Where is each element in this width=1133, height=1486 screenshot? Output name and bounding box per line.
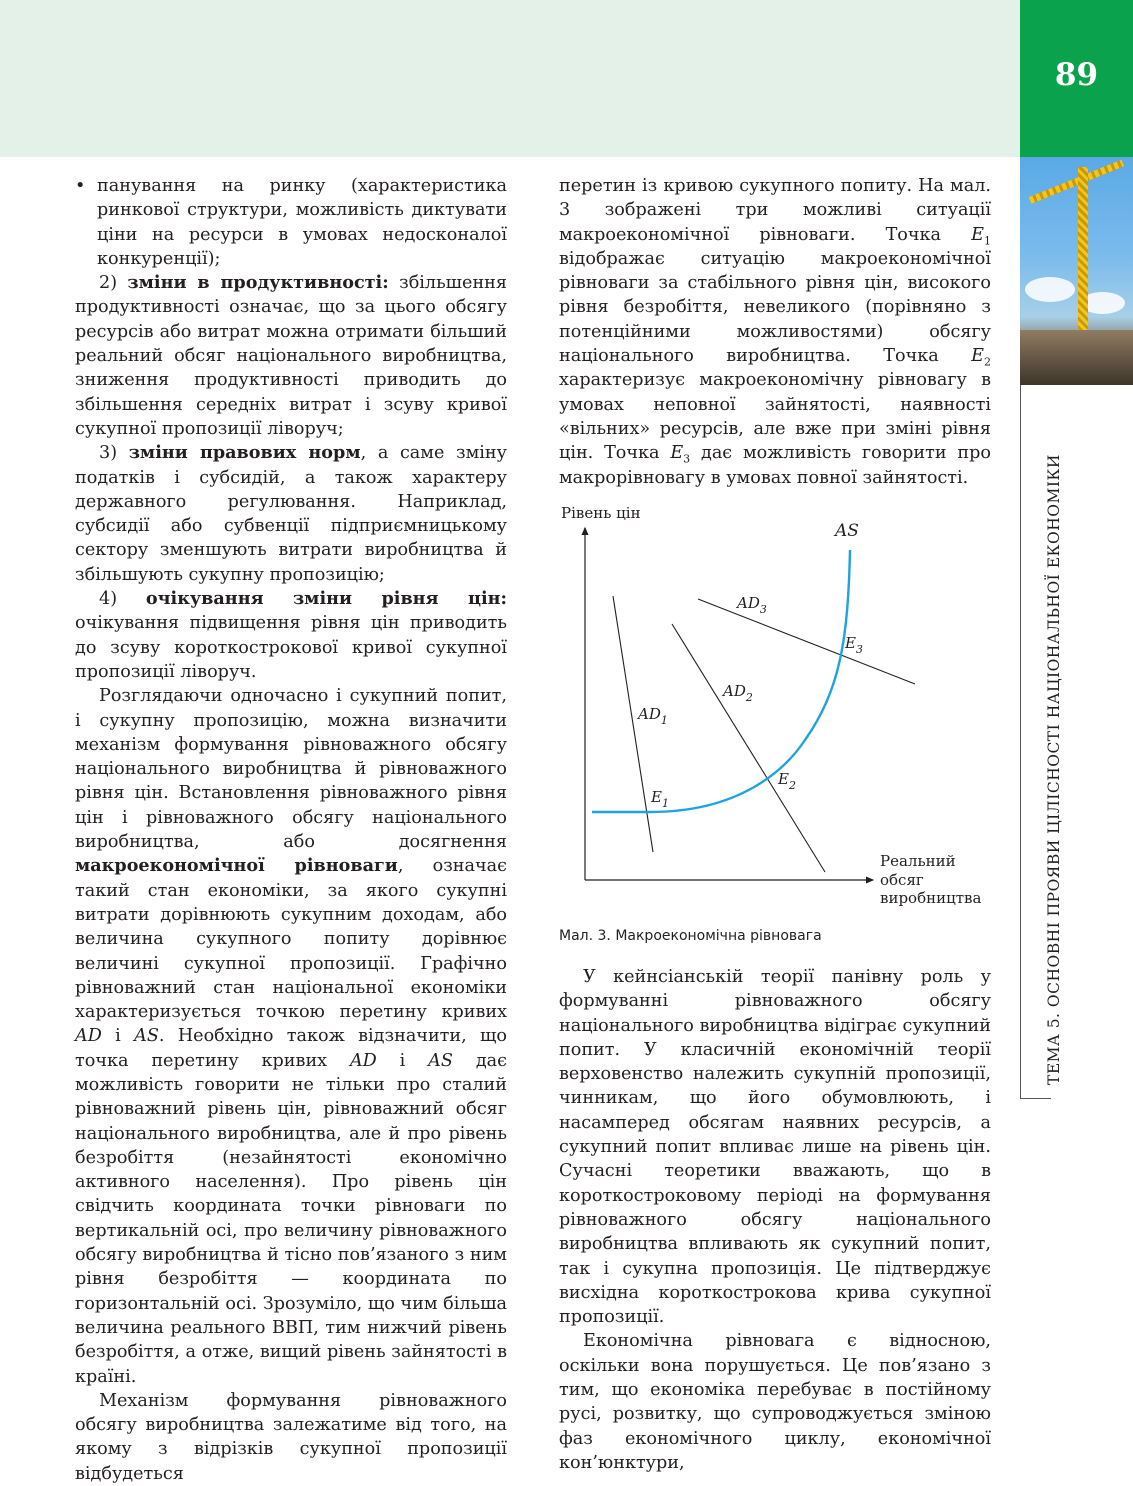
equilibrium-figure — [555, 500, 1005, 920]
construction-crane-photo — [1020, 157, 1133, 385]
page-number-tab — [1020, 0, 1133, 157]
paragraph-price-expectations: 4) очікування зміни рівня цін: очікування підвищення рівня цін приводить до зсуву короткострокової кривої сукупної пропозиції ліворуч. — [75, 588, 507, 682]
left-column — [75, 174, 507, 1486]
ad2-label: $AD_2$ — [723, 682, 753, 704]
chapter-side-title: ТЕМА 5. ОСНОВНІ ПРОЯВИ ЦІЛІСНОСТІ НАЦІОНАЛЬНОЇ ЕКОНОМІКИ — [1045, 454, 1063, 1085]
paragraph-relative-equilibrium: Економічна рівновага є відносною, оскільки вона порушується. Це пов’язано з тим, що економіка перебуває в постійному русі, розвитку, що супроводжується зміною фаз економічного циклу, економічної кон’юнктури, — [559, 1331, 991, 1473]
x-axis-label-line1: Реальний — [880, 852, 956, 870]
right-column-bottom — [559, 965, 991, 1475]
ad2-line — [672, 624, 825, 872]
ad1-line — [613, 596, 653, 852]
bullet-market-dominance: • панування на ринку (характеристика ринкової структури, можливість диктувати ціни на ресурси в умовах недосконалої конкуренції); — [75, 174, 507, 271]
as-curve — [592, 550, 850, 812]
paragraph-three-situations: перетин із кривою сукупного попиту. На мал. 3 зображені три можливі ситуації макроекономічної рівноваги. Точка $E_1$ відображає ситуацію макроекономічної рівноваги за стабільного рівня цін, високого рівня безробіття, невеликого (порівняно з потенційними можливостями) обсягу національного виробництва. Точка $E_2$ характеризує макроекономічну рівновагу в умовах неповної зайнятості, наявності «вільних» ресурсів, але вже при зміні рівня цін. Точка $E_3$ дає можливість говорити про макрорівновагу в умовах повної зайнятості. — [559, 176, 991, 488]
equilibrium-diagram — [555, 500, 1005, 920]
e3-label: $E_3$ — [845, 634, 863, 656]
header-band — [0, 0, 1020, 157]
y-axis-label: Рівень цін — [561, 504, 641, 522]
paragraph-productivity: 2) зміни в продуктивності: збільшення продуктивності означає, що за цього обсягу ресурсів або витрат можна отримати більший реальний обсяг національного виробництва, зниження продуктивності приводить до збільшення середніх витрат і зсуву кривої сукупної пропозиції ліворуч; — [75, 272, 507, 439]
paragraph-legal-norms: 3) зміни правових норм, а саме зміну податків і субсидій, а також характеру державного регулювання. Наприклад, субсидії або субвенції підприємницькому сектору зменшують витрати виробництва й збільшують сукупну пропозицію; — [75, 442, 507, 585]
x-axis-label-line3: виробництва — [880, 889, 982, 907]
x-axis-label-line2: обсяг — [880, 871, 924, 889]
ad3-line — [698, 599, 915, 684]
right-column-top — [559, 174, 991, 490]
ad3-label: $AD_3$ — [737, 594, 767, 616]
paragraph-keynesian: У кейнсіанській теорії панівну роль у формуванні рівноважного обсягу національного виробництва відіграє сукупний попит. У класичній економічній теорії верховенство належить сукупній пропозиції, чинникам, що його обумовлюють, і насамперед обсягам наявних ресурсів, а сукупний попит впливає лише на рівень цін. Сучасні теоретики вважають, що в короткостроковому періоді на формування рівноважного обсягу національного виробництва впливають як сукупний попит, так і сукупна пропозиція. Це підтверджує висхідна короткострокова крива сукупної пропозиції. — [559, 967, 991, 1328]
figure-caption: Мал. 3. Макроекономічна рівновага — [559, 928, 822, 944]
e2-label: $E_2$ — [778, 770, 796, 792]
page-number: 89 — [1054, 56, 1099, 93]
e1-label: $E_1$ — [651, 788, 669, 810]
paragraph-equilibrium: Розглядаючи одночасно і сукупний попит, і сукупну пропозицію, можна визначити механізм формування рівноважного обсягу національного виробництва й рівноважного рівня цін. Встановлення рівноважного рівня цін і рівноважного обсягу національного виробництва, або досягнення макроекономічної рівноваги, означає такий стан економіки, за якого сукупні витрати дорівнюють сукупним доходам, або величина сукупного попиту дорівнює величині сукупної пропозиції. Графічно рівноважний стан національної економіки характеризується точкою перетину кривих AD і AS. Необхідно також відзначити, що точка перетину кривих AD і AS дає можливість говорити не тільки про сталий рівноважний рівень цін, рівноважний обсяг національного виробництва, але й про рівень безробіття (незайнятості економічно активного населення). Про рівень цін свідчить координата точки рівноваги по вертикальній осі, про величину рівноважного обсягу виробництва й тісно пов’язаного з ним рівня безробіття — координата по горизонтальній осі. Зрозуміло, що чим більша величина реального ВВП, тим нижчий рівень безробіття, а отже, вищий рівень зайнятості в країні. — [75, 686, 508, 1387]
as-label: AS — [835, 521, 859, 541]
ad1-label: $AD_1$ — [638, 705, 668, 727]
paragraph-mechanism: Механізм формування рівноважного обсягу виробництва залежатиме від того, на якому з відрізків сукупної пропозиції відбудеться — [75, 1390, 507, 1484]
